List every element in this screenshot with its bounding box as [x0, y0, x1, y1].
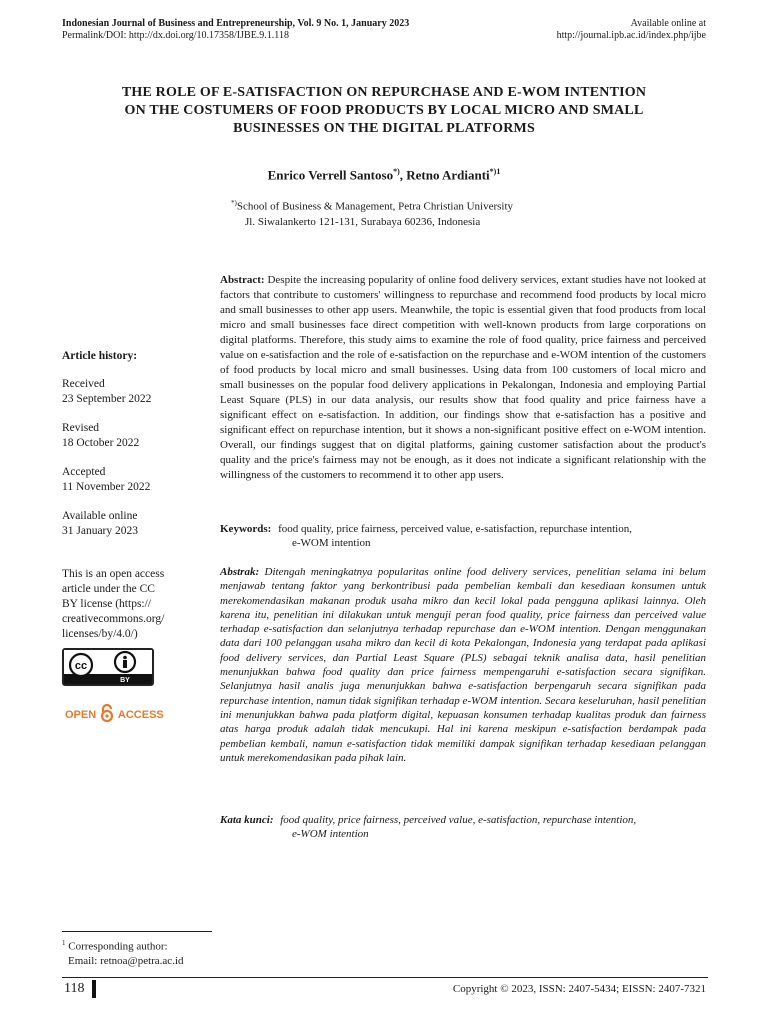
- author-list: [0, 167, 768, 183]
- received-block: [62, 377, 151, 407]
- footnote-marker: 1: [62, 939, 66, 947]
- keywords-text: food quality, price fairness, perceived value, e-satisfaction, repurchase intention,: [278, 523, 632, 535]
- page-number: 118: [64, 981, 85, 996]
- footnote-line: Corresponding author:: [68, 940, 168, 953]
- title-line: ON THE COSTUMERS OF FOOD PRODUCTS BY LOCAL MICRO AND SMALL: [124, 103, 644, 118]
- accepted-date: 11 November 2022: [62, 481, 151, 493]
- open-lock-icon: [100, 704, 114, 722]
- accepted-block: [62, 465, 150, 495]
- online-label: Available online: [62, 510, 138, 522]
- cc-by-label: BY: [120, 677, 130, 684]
- author-separator: ,: [399, 167, 407, 183]
- abstract-text: Despite the increasing popularity of online food delivery services, extant studies have not looked at factors that contribute to customers' willingness to repurchase and recommend food products by local micro and small businesses to other app users. Meanwhile, the topic is essential given that food products from local micro and small businesses face direct competition with well-known products from large corporations on digital platforms. Therefore, this study aims to examine the role of food quality, price fairness and perceived value on e-satisfaction and the role of e-satisfaction on the repurchase and e-WOM intention of the customers of food products by local micro and small businesses. Using data from 100 customers of local micro and small businesses on the popular food delivery applications in Pekalongan, Indonesia and employing Partial Least Square (PLS) in our data analysis, our results show that food quality and price fairness have a significant effect on e-satisfaction. In addition, our findings show that e-satisfaction has a positive and significant effect on repurchase intention, but it shows a non-significant positive effect on e-WOM intention. Overall, our findings suggest that on digital platforms, gaining customer satisfaction about the product's quality and the price's fairness may not be enough, as it does not indicate a significant relationship with the willingness of the customers to recommend it to other app users.: [220, 274, 706, 481]
- keywords: [220, 522, 632, 550]
- open-access-right: ACCESS: [117, 709, 164, 721]
- footnote-email[interactable]: Email: retnoa@petra.ac.id: [68, 954, 184, 967]
- cc-by-icon: [64, 650, 152, 684]
- doi-link[interactable]: Permalink/DOI: http://dx.doi.org/10.17358/IJBE.9.1.118: [62, 30, 289, 41]
- cc-by-badge[interactable]: [62, 648, 154, 686]
- license-note: [62, 567, 164, 642]
- author-name: Retno Ardianti: [406, 167, 490, 183]
- footnote-divider: [62, 931, 212, 932]
- kata-kunci: [220, 813, 636, 841]
- title-line: BUSINESSES ON THE DIGITAL PLATFORMS: [233, 121, 535, 136]
- title-line: THE ROLE OF E-SATISFACTION ON REPURCHASE AND E-WOM INTENTION: [121, 85, 647, 100]
- author-marker: *): [393, 167, 400, 176]
- open-access-logo: [65, 704, 164, 722]
- kata-kunci-text: e-WOM intention: [292, 828, 369, 840]
- revised-label: Revised: [62, 422, 100, 434]
- license-line[interactable]: creativecommons.org/: [62, 613, 165, 625]
- affiliation-line: Jl. Siwalankerto 121-131, Surabaya 60236, Indonesia: [245, 215, 481, 228]
- abstrak-label: Abstrak:: [220, 566, 260, 578]
- footer-divider: [62, 977, 708, 978]
- keywords-text: e-WOM intention: [292, 537, 371, 549]
- footnote: [62, 936, 184, 968]
- affiliation-line: School of Business & Management, Petra Christian University: [236, 200, 514, 213]
- license-line[interactable]: licenses/by/4.0/): [62, 628, 138, 640]
- revised-block: [62, 421, 139, 451]
- license-line: BY license (https://: [62, 598, 152, 610]
- kata-kunci-label: Kata kunci:: [220, 814, 274, 826]
- affiliation: [231, 196, 513, 230]
- accepted-label: Accepted: [62, 466, 106, 478]
- abstract: [220, 273, 706, 483]
- received-label: Received: [62, 378, 105, 390]
- journal-url-link[interactable]: http://journal.ipb.ac.id/index.php/ijbe: [556, 30, 706, 41]
- online-date: 31 January 2023: [62, 525, 139, 537]
- svg-text:cc: cc: [74, 660, 88, 672]
- online-block: [62, 509, 138, 539]
- keywords-label: Keywords:: [220, 523, 272, 535]
- abstrak-text: Ditengah meningkatnya popularitas online food delivery services, penelitian selama ini belum menjawab tentang faktor yang berkontribusi pada pembelian kembali dan kesediaan konsumen untuk merekomendasikan makanan produk usaha mikro dan kecil lokal pada pengguna aplikasi lainnya. Oleh karena itu, penelitian ini dilakukan untuk menguji peran food quality, price fairness dan perceived value terhadap e-satisfaction dan selanjutnya terhadap repurchase dan e-WOM intention. Dengan menggunakan data dari 100 pelanggan usaha mikro dan kecil di kota Pekalongan, Indonesia yang terdapat pada aplikasi food delivery services, dan Partial Least Square (PLS) sebagai teknik analisa data, hasil penelitian menunjukkan bahwa food quality dan price fairness mempengaruhi e-satisfaction secara signifikan. Selanjutnya hasil analis juga menunjukkan bahwa e-satisfaction berpengaruh secara signifikan pada repurchase intention, namun tidak signifikan terhadap e-WOM intention. Secara keseluruhan, hasil penelitian ini menunjukkan bahwa pada platform digital, kepuasan konsumen terhadap kualitas produk dan fairness atas harga produk adalah tidak mencukupi. Hal ini karena meskipun e-satisfaction berdampak pada pembelian kembali, namun e-satisfaction tidak memiliki dampak signifikan terhadap kesediaan pelanggan untuk merekomendasikan pada pihak lain.: [220, 566, 706, 764]
- abstract-label: Abstract:: [220, 274, 265, 286]
- article-history-heading: Article history:: [62, 350, 138, 362]
- kata-kunci-text: food quality, price fairness, perceived value, e-satisfaction, repurchase intention,: [280, 814, 637, 826]
- received-date: 23 September 2022: [62, 393, 152, 405]
- revised-date: 18 October 2022: [62, 437, 140, 449]
- journal-header: Indonesian Journal of Business and Entrepreneurship, Vol. 9 No. 1, January 2023: [62, 18, 410, 29]
- available-online-label: Available online at: [630, 18, 706, 29]
- affiliation-marker: *): [231, 199, 237, 207]
- license-line: article under the CC: [62, 583, 155, 595]
- abstrak: [220, 565, 706, 765]
- paper-title: [60, 84, 708, 138]
- page-number-bar: [92, 980, 96, 998]
- author-name: Enrico Verrell Santoso: [267, 167, 394, 183]
- open-access-left: OPEN: [65, 709, 97, 721]
- copyright: Copyright © 2023, ISSN: 2407-5434; EISSN: 2407-7321: [452, 983, 706, 995]
- license-line: This is an open access: [62, 568, 165, 580]
- author-marker: *)1: [489, 167, 501, 176]
